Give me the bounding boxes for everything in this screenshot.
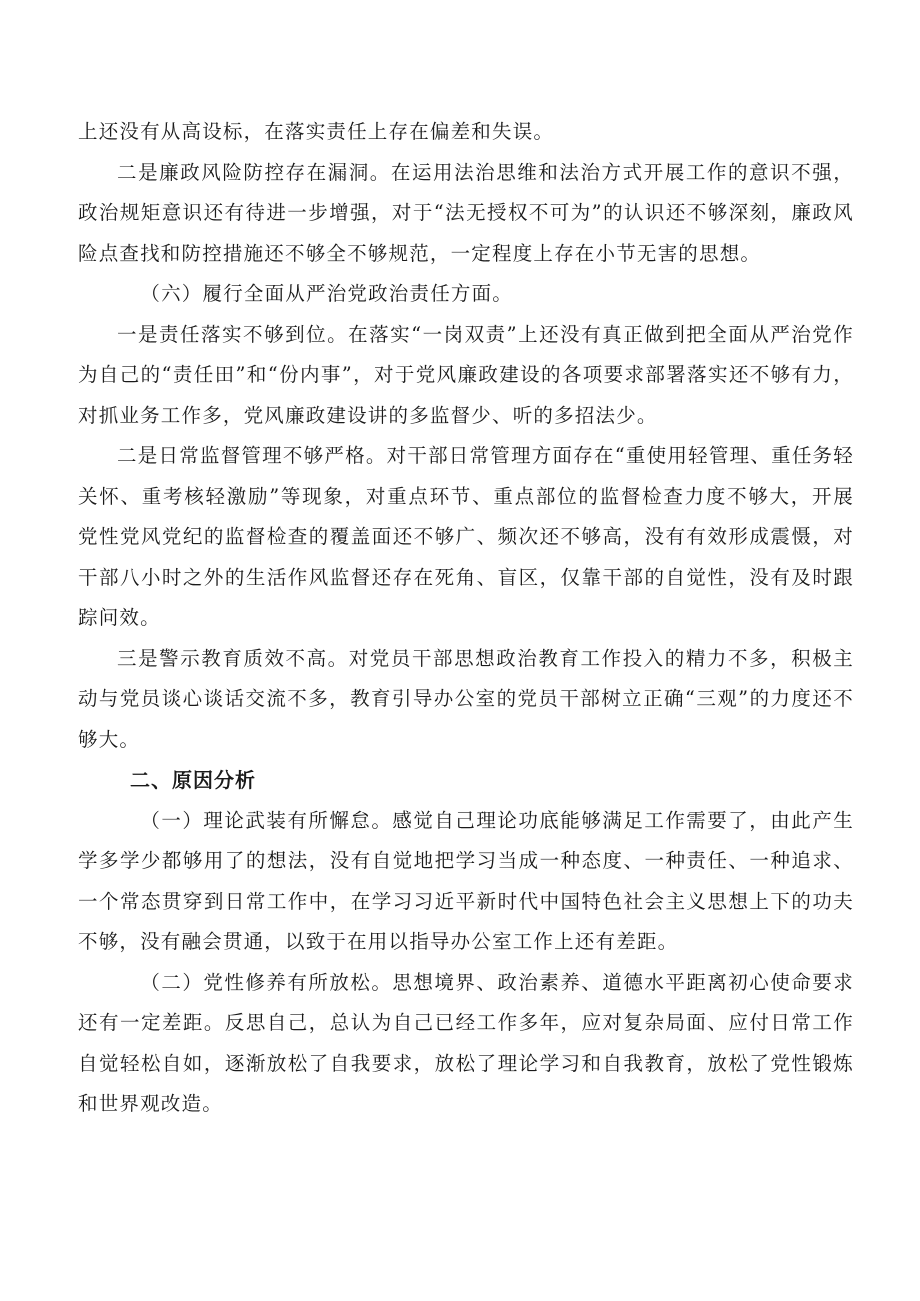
paragraph-party-spirit: （二）党性修养有所放松。思想境界、政治素养、道德水平距离初心使命要求还有一定差距。反思自己，总认为自己已经工作多年，应对复杂局面、应付日常工作自觉轻松自如，逐渐放松了自我要求，放松了理论学习和自我教育，放松了党性锻炼和世界观改造。 bbox=[78, 970, 854, 1115]
document-body bbox=[78, 112, 854, 1125]
paragraph-theory: （一）理论武装有所懈怠。感觉自己理论功底能够满足工作需要了，由此产生学多学少都够用了的想法，没有自觉地把学习当成一种态度、一种责任、一种追求、一个常态贯穿到日常工作中，在学习习近平新时代中国特色社会主义思想上下的功夫不够，没有融会贯通，以致于在用以指导办公室工作上还有差距。 bbox=[78, 808, 854, 953]
section-heading-six: （六）履行全面从严治党政治责任方面。 bbox=[140, 282, 513, 305]
paragraph-responsibility: 一是责任落实不够到位。在落实“一岗双责”上还没有真正做到把全面从严治党作为自己的“责任田”和“份内事”，对于党风廉政建设的各项要求部署落实还不够有力，对抓业务工作多，党风廉政建设讲的多监督少、听的多招法少。 bbox=[78, 322, 854, 427]
paragraph-integrity-risk: 二是廉政风险防控存在漏洞。在运用法治思维和法治方式开展工作的意识不强，政治规矩意识还有待进一步增强，对于“法无授权不可为”的认识还不够深刻，廉政风险点查找和防控措施还不够全不够规范，一定程度上存在小节无害的思想。 bbox=[78, 160, 854, 265]
paragraph-continuation: 上还没有从高设标，在落实责任上存在偏差和失误。 bbox=[78, 120, 555, 143]
paragraph-warning-education: 三是警示教育质效不高。对党员干部思想政治教育工作投入的精力不多，积极主动与党员谈心谈话交流不多，教育引导办公室的党员干部树立正确“三观”的力度还不够大。 bbox=[78, 646, 854, 751]
paragraph-supervision: 二是日常监督管理不够严格。对干部日常管理方面存在“重使用轻管理、重任务轻关怀、重考核轻激励”等现象，对重点环节、重点部位的监督检查力度不够大，开展党性党风党纪的监督检查的覆盖面还不够广、频次还不够高，没有有效形成震慑，对干部八小时之外的生活作风监督还存在死角、盲区，仅靠干部的自觉性，没有及时跟踪问效。 bbox=[78, 444, 854, 629]
heading-cause-analysis: 二、原因分析 bbox=[130, 768, 256, 792]
